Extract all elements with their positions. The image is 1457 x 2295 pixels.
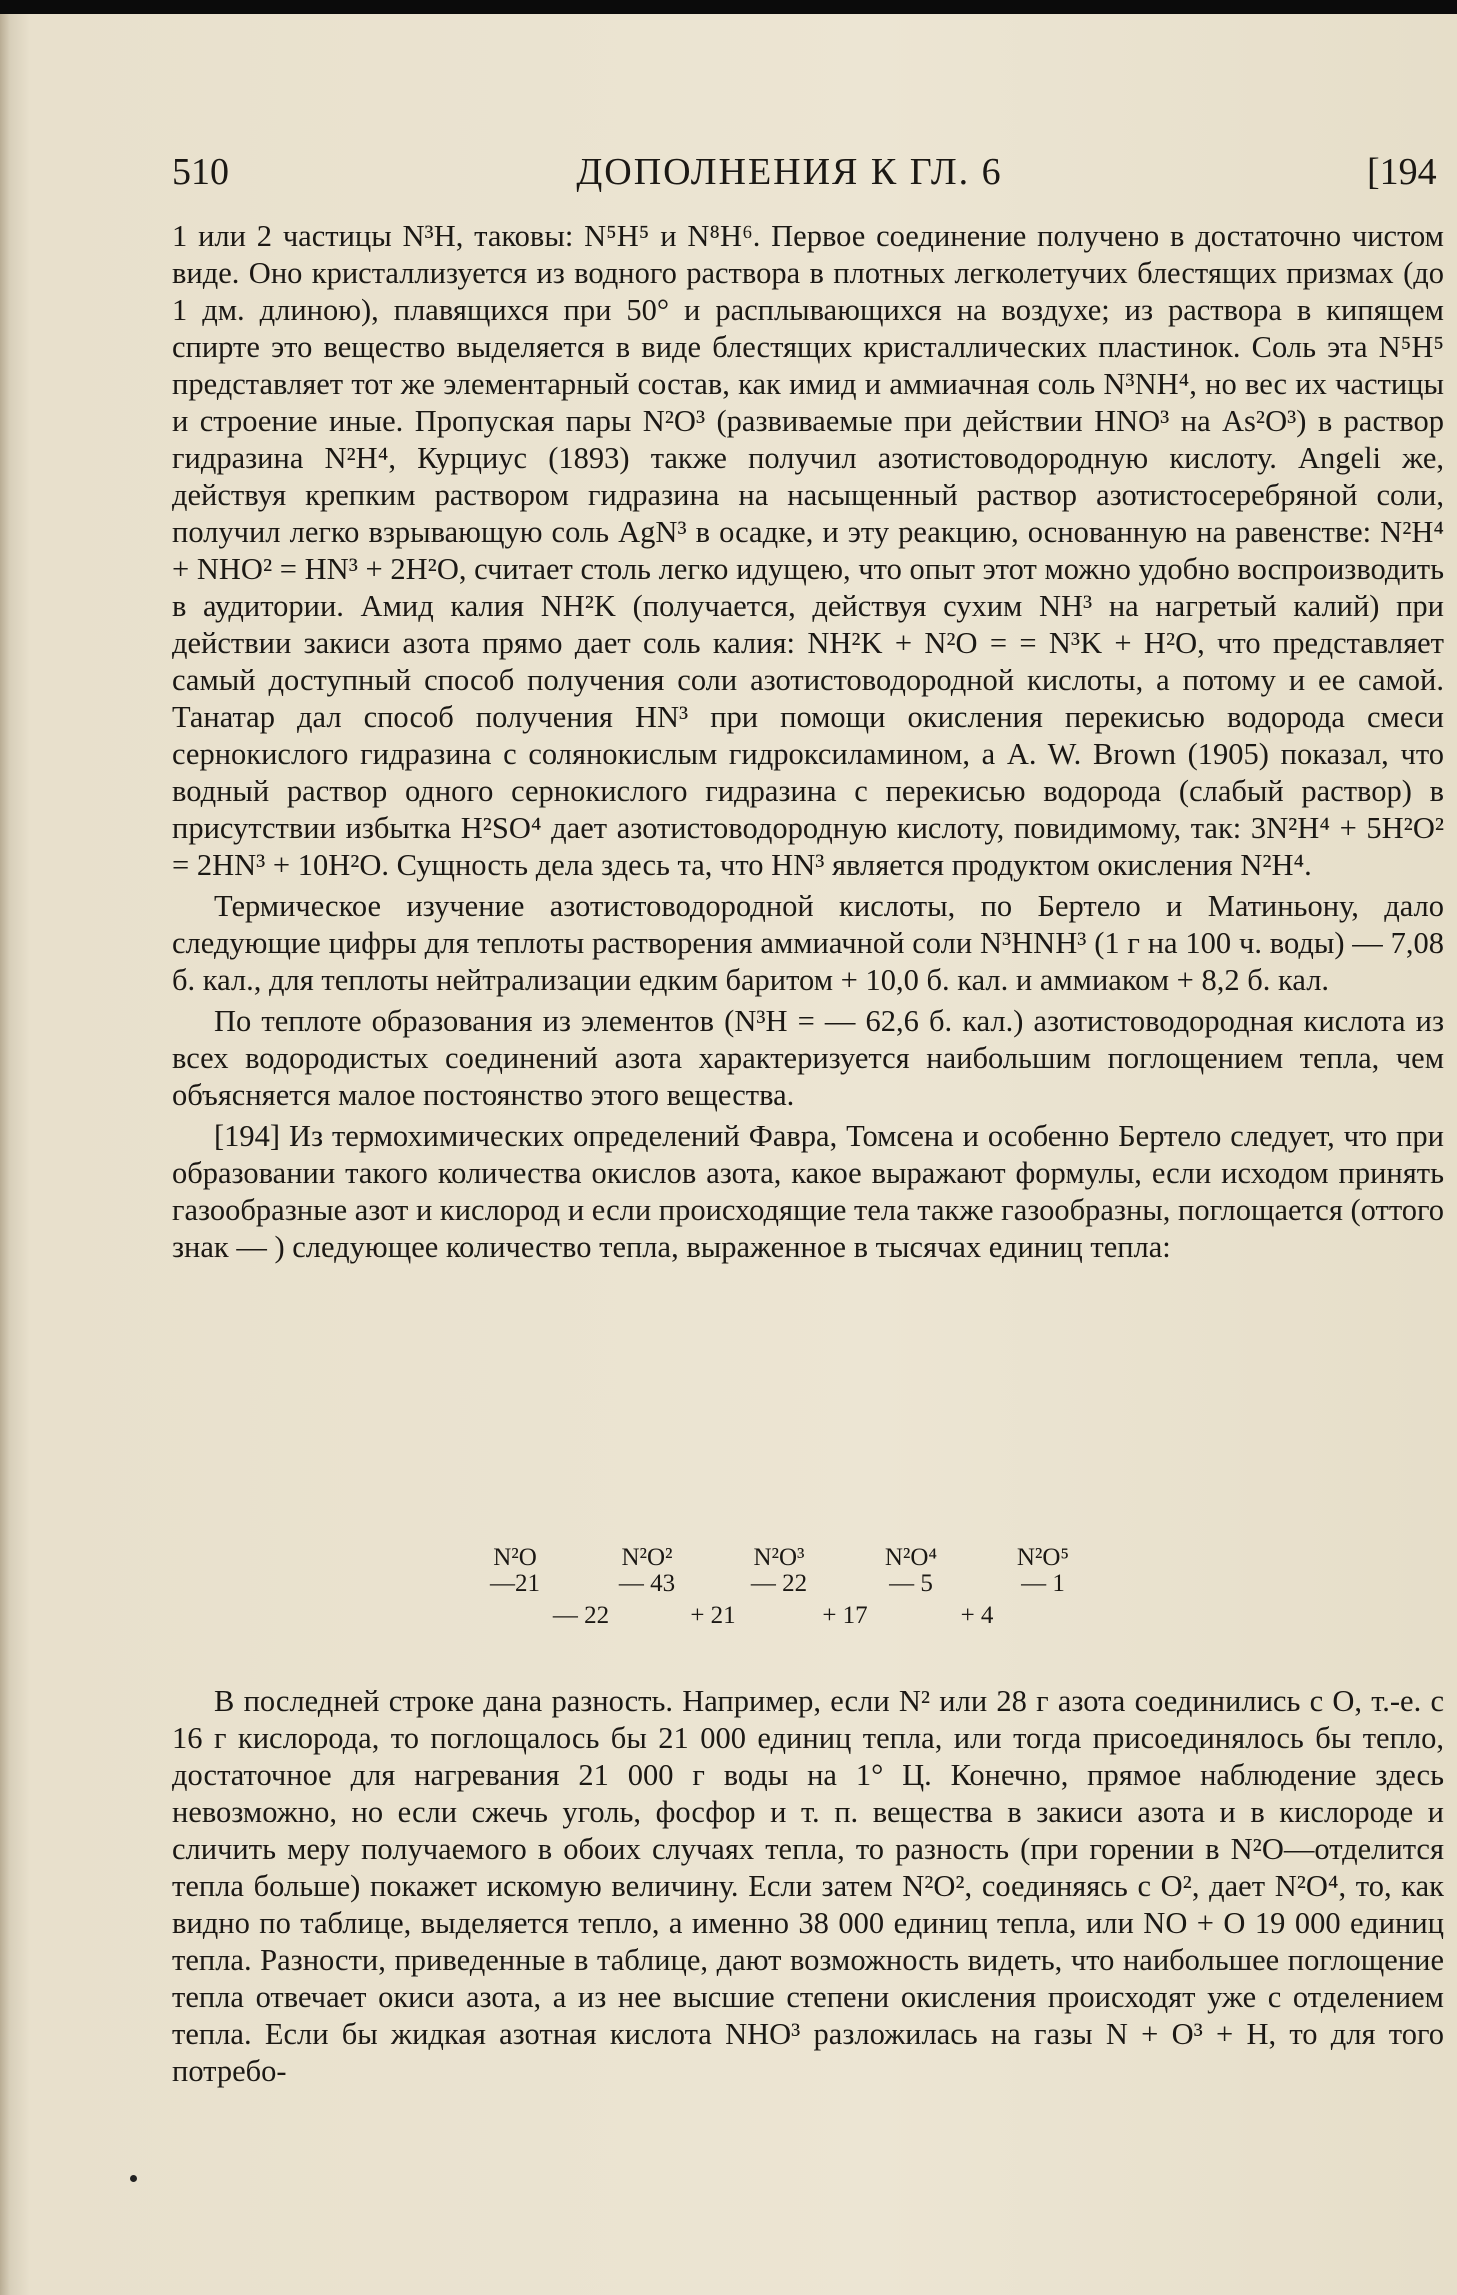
formula-cell: N²O⁵ xyxy=(1016,1544,1070,1571)
running-title: ДОПОЛНЕНИЯ К ГЛ. 6 xyxy=(576,151,1003,193)
section-marker: [194 xyxy=(1367,151,1437,193)
oxides-heat-table xyxy=(460,1545,1140,1629)
heat-cell: —21 xyxy=(490,1570,540,1597)
paragraph-thermal: Термическое изучение азотистоводородной кислоты, по Бертело и Матиньону, дало следующие цифры для теплоты растворения аммиачной соли N³HNH³ (1 г на 100 ч. воды) — 7,08 б. кал., для теплоты нейтрализации едким баритом + 10,0 б. кал. и аммиаком + 8,2 б. кал. xyxy=(172,889,1444,997)
heat-cell: — 1 xyxy=(1021,1570,1065,1597)
heat-cell: — 22 xyxy=(750,1570,808,1597)
difference-cell: + 17 xyxy=(822,1602,868,1629)
page-number: 510 xyxy=(172,151,229,193)
difference-row xyxy=(460,1603,1140,1629)
formula-cell: N²O xyxy=(493,1544,537,1571)
formula-cell: N²O⁴ xyxy=(884,1544,938,1571)
difference-cell: — 22 xyxy=(552,1602,610,1629)
formula-cell: N²O² xyxy=(621,1544,673,1571)
paragraph-table-explanation: В последней строке дана разность. Например, если N² или 28 г азота соединились с O, т.-е. с 16 г кислорода, то поглощалось бы 21 000 единиц тепла, или тогда присоединялось бы тепло, достаточное для нагревания 21 000 г воды на 1° Ц. Конечно, прямое наблюдение здесь невозможно, но если сжечь уголь, фосфор и т. п. вещества в закиси азота и в кислороде и сличить меру получаемого в обоих случаях тепла, то разность (при горении в N²O—отделится тепла больше) покажет искомую величину. Если затем N²O², соединяясь с O², дает N²O⁴, то, как видно по таблице, выделяется тепло, а именно 38 000 единиц тепла, или NO + O 19 000 единиц тепла. Разности, приведенные в таблице, дают возможность видеть, что наибольшее поглощение тепла отвечает окиси азота, а из нее высшие степени окисления происходят уже с отделением тепла. Если бы жидкая азотная кислота NHO³ разложилась на газы N + O³ + H, то для того потребо- xyxy=(172,1684,1444,2088)
heat-cell: — 5 xyxy=(889,1570,933,1597)
heat-row xyxy=(460,1571,1140,1597)
paragraph-note-194: [194] Из термохимических определений Фавра, Томсена и особенно Бертело следует, что при образовании такого количества окислов азота, какое выражают формулы, если исходом принять газообразные азот и кислород и если происходящие тела также газообразны, поглощается (оттого знак — ) следующее количество тепла, выраженное в тысячах единиц тепла: xyxy=(172,1119,1444,1264)
body-text-continued xyxy=(172,1683,1444,2090)
running-header xyxy=(172,150,1457,194)
heat-cell: — 43 xyxy=(618,1570,676,1597)
formula-row xyxy=(460,1545,1140,1571)
scan-top-edge xyxy=(0,0,1457,14)
margin-dot xyxy=(130,2175,137,2182)
paragraph-formation-heat: По теплоте образования из элементов (N³H = — 62,6 б. кал.) азотистоводородная кислота из всех водородистых соединений азота характеризуется наибольшим поглощением тепла, чем объясняется малое постоянство этого вещества. xyxy=(172,1004,1444,1112)
body-text xyxy=(172,218,1444,1266)
difference-cell: + 21 xyxy=(690,1602,736,1629)
paragraph-continuation: 1 или 2 частицы N³H, таковы: N⁵H⁵ и N⁸H⁶. Первое соединение получено в достаточно чистом виде. Оно кристаллизуется из водного раствора в плотных легколетучих блестящих призмах (до 1 дм. длиною), плавящихся при 50° и расплывающихся на воздухе; из раствора в кипящем спирте это вещество выделяется в виде блестящих кристаллических пластинок. Соль эта N⁵H⁵ представляет тот же элементарный состав, как имид и аммиачная соль N³NH⁴, но вес их частицы и строение иные. Пропуская пары N²O³ (развиваемые при действии HNO³ на As²O³) в раствор гидразина N²H⁴, Курциус (1893) также получил азотистоводородную кислоту. Angeli же, действуя крепким раствором гидразина на насыщенный раствор азотистосеребряной соли, получил легко взрывающую соль AgN³ в осадке, и эту реакцию, основанную на равенстве: N²H⁴ + NHO² = HN³ + 2H²O, считает столь легко идущею, что опыт этот можно удобно воспроизводить в аудитории. Амид калия NH²K (получается, действуя сухим NH³ на нагретый калий) при действии закиси азота прямо дает соль калия: NH²K + N²O = = N³K + H²O, что представляет самый доступный способ получения соли азотистоводородной кислоты, а потому и ее самой. Танатар дал способ получения HN³ при помощи окисления перекисью водорода смеси сернокислого гидразина с солянокислым гидроксиламином, а A. W. Brown (1905) показал, что водный раствор одного сернокислого гидразина с перекисью водорода (слабый раствор) в присутствии избытка H²SO⁴ дает азотистоводородную кислоту, повидимому, так: 3N²H⁴ + 5H²O² = 2HN³ + 10H²O. Сущность дела здесь та, что HN³ является продуктом окисления N²H⁴. xyxy=(172,219,1444,882)
formula-cell: N²O³ xyxy=(753,1544,805,1571)
difference-cell: + 4 xyxy=(960,1602,994,1629)
